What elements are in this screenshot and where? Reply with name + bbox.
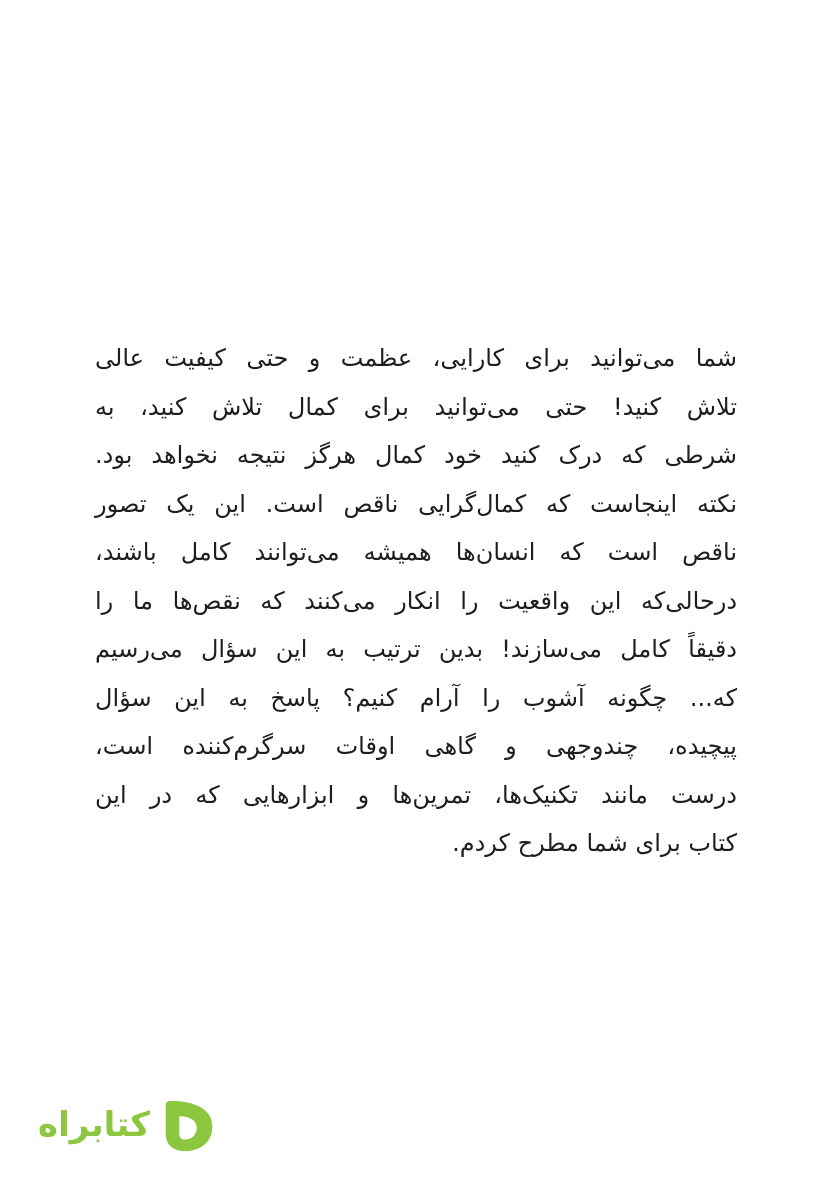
logo-wordmark: کتابراه (38, 1105, 151, 1145)
paragraph-line-3: شرطی که درک کنید خود کمال هرگز نتیجه نخواهد بود. (95, 441, 737, 469)
paragraph-line-9: پیچیده، چندوجهی و گاهی اوقات سرگرم‌کننده است، (95, 732, 737, 760)
paragraph-line-2: تلاش کنید! حتی می‌توانید برای کمال تلاش کنید، به (95, 392, 737, 421)
paragraph-line-1: شما می‌توانید برای کارایی، عظمت و حتی کیفیت عالی (95, 344, 737, 372)
book-mark-icon (158, 1094, 218, 1156)
ketabrah-logo (38, 1092, 218, 1158)
body-paragraph (95, 334, 737, 868)
paragraph-line-10: درست مانند تکنیک‌ها، تمرین‌ها و ابزارهایی که در این (95, 780, 737, 809)
paragraph-line-4: نکته اینجاست که کمال‌گرایی ناقص است. این یک تصور (95, 489, 737, 518)
paragraph-line-7: دقیقاً کامل می‌سازند! بدین ترتیب به این سؤال می‌رسیم (95, 635, 737, 663)
paragraph-line-6: درحالی‌که این واقعیت را انکار می‌کنند که نقص‌ها ما را (95, 586, 737, 615)
paragraph-line-11: کتاب برای شما مطرح کردم. (452, 829, 737, 857)
paragraph-line-8: که... چگونه آشوب را آرام کنیم؟ پاسخ به این سؤال (95, 683, 737, 712)
paragraph-line-5: ناقص است که انسان‌ها همیشه می‌توانند کامل باشند، (95, 538, 737, 566)
